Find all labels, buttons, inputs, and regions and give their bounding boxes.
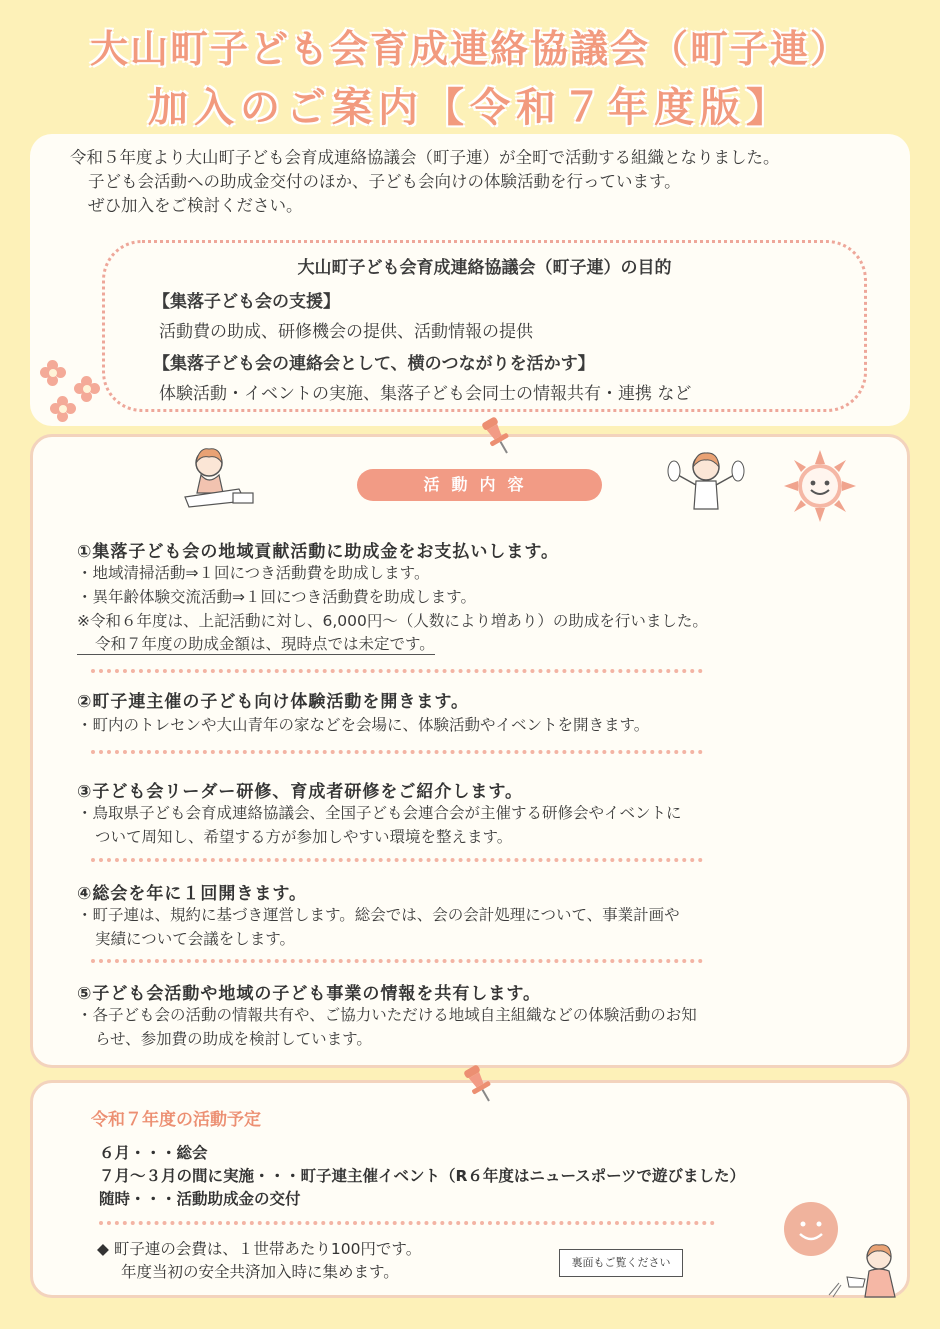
- section-5-line-2: らせ、参加費の助成を検討しています。: [95, 1030, 372, 1048]
- section-5-heading: ⑤子ども会活動や地域の子ども事業の情報を共有します。: [77, 984, 542, 1004]
- section-5-line-1: ・各子ども会の活動の情報共有や、ご協力いただける地域自主組織などの体験活動のお知: [77, 1006, 697, 1024]
- section-3-heading: ③子ども会リーダー研修、育成者研修をご紹介します。: [77, 782, 524, 802]
- section-4-heading: ④総会を年に１回開きます。: [77, 884, 308, 904]
- dotted-divider: [99, 1221, 715, 1225]
- schedule-line-2: ７月〜３月の間に実施・・・町子連主催イベント（R６年度はニュースポーツで遊びました）: [99, 1167, 746, 1185]
- schedule-line-3: 随時・・・活動助成金の交付: [99, 1190, 301, 1208]
- schedule-title: 令和７年度の活動予定: [91, 1110, 261, 1130]
- dotted-divider: [91, 669, 703, 673]
- page-title-line1: 大山町子ども会育成連絡協議会（町子連）: [89, 27, 850, 71]
- section-1-line-3: ※令和６年度は、上記活動に対し、6,000円〜（人数により増あり）の助成を行いました。: [77, 612, 708, 630]
- section-4-line-2: 実績について会議をします。: [95, 930, 295, 948]
- purpose-box: [102, 240, 867, 412]
- purpose-heading-2: 【集落子ども会の連絡会として、横のつながりを活かす】: [153, 354, 595, 374]
- see-back-note: 裏面もご覧ください: [559, 1249, 683, 1277]
- child-drawing-illustration: [179, 445, 263, 515]
- schedule-line-1: ６月・・・総会: [99, 1144, 208, 1162]
- sun-smile-icon: [784, 450, 856, 522]
- pushpin-icon: [458, 1062, 498, 1106]
- dotted-divider: [91, 750, 703, 754]
- dotted-divider: [91, 959, 703, 963]
- flower-icon: [50, 396, 76, 422]
- section-3-line-1: ・鳥取県子ども会育成連絡協議会、全国子ども会連合会が主催する研修会やイベントに: [77, 804, 682, 822]
- flower-icon: [74, 376, 100, 402]
- purpose-heading-1: 【集落子ども会の支援】: [153, 292, 340, 312]
- purpose-body-1: 活動費の助成、研修機会の提供、活動情報の提供: [159, 322, 533, 342]
- section-4-line-1: ・町子連は、規約に基づき運営します。総会では、会の会計処理について、事業計画や: [77, 906, 680, 924]
- section-2-line-1: ・町内のトレセンや大山青年の家などを会場に、体験活動やイベントを開きます。: [77, 716, 650, 734]
- intro-line-2: 子ども会活動への助成金交付のほか、子ども会向けの体験活動を行っています。: [88, 172, 681, 191]
- section-1-line-2: ・異年齢体験交流活動⇒１回につき活動費を助成します。: [77, 588, 476, 606]
- fee-line-1: ◆ 町子連の会費は、１世帯あたり100円です。: [97, 1240, 422, 1258]
- activities-card: [30, 434, 910, 1068]
- purpose-body-2: 体験活動・イベントの実施、集落子ども会同士の情報共有・連携 など: [159, 384, 692, 404]
- section-2-heading: ②町子連主催の子ども向け体験活動を開きます。: [77, 692, 470, 712]
- child-cheering-illustration: [666, 447, 746, 517]
- section-3-line-2: ついて周知し、希望する方が参加しやすい環境を整えます。: [95, 828, 513, 846]
- section-1-heading: ①集落子ども会の地域貢献活動に助成金をお支払いします。: [77, 542, 560, 562]
- page-title-line2: 加入のご案内【令和７年度版】: [148, 85, 792, 131]
- pushpin-icon: [476, 414, 516, 458]
- intro-card: [30, 134, 910, 426]
- fee-line-2: 年度当初の安全共済加入時に集めます。: [121, 1263, 399, 1281]
- flower-icon: [40, 360, 66, 386]
- dotted-divider: [91, 858, 703, 862]
- purpose-title: 大山町子ども会育成連絡協議会（町子連）の目的: [297, 258, 672, 278]
- intro-line-1: 令和５年度より大山町子ども会育成連絡協議会（町子連）が全町で活動する組織となりました。: [70, 148, 780, 167]
- section-1-line-4: 令和７年度の助成金額は、現時点では未定です。: [77, 632, 435, 655]
- activities-badge: 活動内容: [357, 469, 602, 501]
- intro-line-3: ぜひ加入をご検討ください。: [88, 196, 303, 215]
- smile-face-icon: [782, 1200, 840, 1258]
- section-1-line-1: ・地域清掃活動⇒１回につき活動費を助成します。: [77, 564, 430, 582]
- schedule-card: [30, 1080, 910, 1298]
